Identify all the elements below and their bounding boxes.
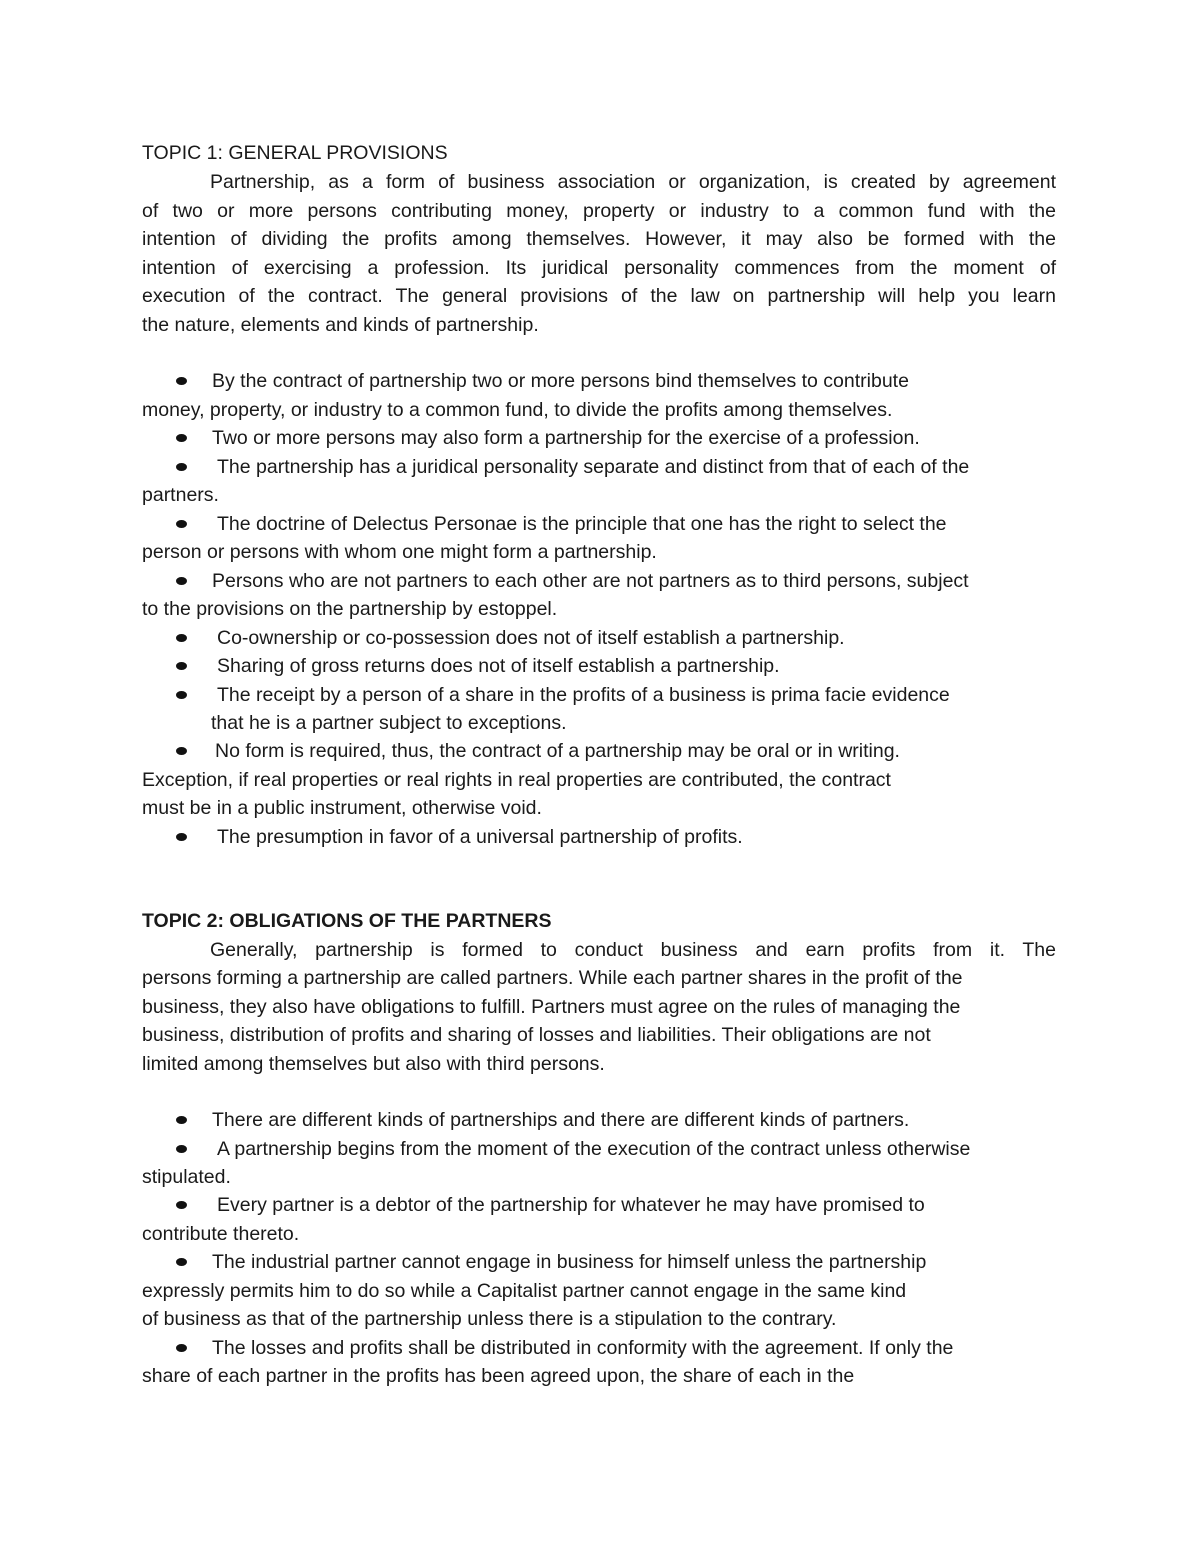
bullet-dot-icon [176,1201,187,1209]
list-item: Every partner is a debtor of the partnership for whatever he may have promised to [217,1194,925,1216]
list-item: The industrial partner cannot engage in business for himself unless the partnership [212,1251,927,1273]
list-item-continuation: must be in a public instrument, otherwise void. [142,797,542,819]
topic-1-intro-line: intention of dividing the profits among themselves. However, it may also be formed with the [142,228,1056,250]
list-item-continuation: money, property, or industry to a common fund, to divide the profits among themselves. [142,399,893,421]
bullet-dot-icon [176,1116,187,1124]
list-item-continuation: expressly permits him to do so while a Capitalist partner cannot engage in the same kind [142,1280,907,1302]
topic-2-intro-line: Generally, partnership is formed to conduct business and earn profits from it. The [210,939,1056,961]
list-item: By the contract of partnership two or more persons bind themselves to contribute [212,370,909,392]
topic-1-intro-line: of two or more persons contributing money, property or industry to a common fund with the [142,200,1056,222]
topic-1-intro-line: execution of the contract. The general provisions of the law on partnership will help you learn [142,285,1056,307]
bullet-dot-icon [176,1145,187,1153]
topic-1-heading: TOPIC 1: GENERAL PROVISIONS [142,142,448,164]
list-item: Two or more persons may also form a partnership for the exercise of a profession. [212,427,920,449]
topic-2-intro-line: persons forming a partnership are called partners. While each partner shares in the profit of the [142,967,963,989]
list-item: The presumption in favor of a universal partnership of profits. [217,826,743,848]
list-item: Co-ownership or co-possession does not of itself establish a partnership. [217,627,845,649]
list-item: The losses and profits shall be distributed in conformity with the agreement. If only the [212,1337,954,1359]
bullet-dot-icon [176,434,187,442]
list-item: Persons who are not partners to each other are not partners as to third persons, subject [212,570,969,592]
topic-2-intro-line: limited among themselves but also with third persons. [142,1053,605,1075]
list-item: A partnership begins from the moment of the execution of the contract unless otherwise [217,1138,971,1160]
bullet-dot-icon [176,634,187,642]
list-item: No form is required, thus, the contract of a partnership may be oral or in writing. [215,740,900,762]
bullet-dot-icon [176,1258,187,1266]
topic-1-intro-line: the nature, elements and kinds of partnership. [142,314,539,336]
bullet-dot-icon [176,747,187,755]
list-item-continuation: person or persons with whom one might form a partnership. [142,541,657,563]
topic-2-intro-line: business, distribution of profits and sharing of losses and liabilities. Their obligations are not [142,1024,931,1046]
bullet-dot-icon [176,1344,187,1352]
bullet-dot-icon [176,520,187,528]
topic-1-intro-line: intention of exercising a profession. Its juridical personality commences from the moment of [142,257,1056,279]
list-item-continuation: of business as that of the partnership unless there is a stipulation to the contrary. [142,1308,837,1330]
list-item-continuation: partners. [142,484,219,506]
bullet-dot-icon [176,833,187,841]
list-item: There are different kinds of partnerships and there are different kinds of partners. [212,1109,910,1131]
list-item-continuation: Exception, if real properties or real rights in real properties are contributed, the contract [142,769,891,791]
bullet-dot-icon [176,662,187,670]
list-item-continuation: that he is a partner subject to exceptions. [211,712,567,734]
list-item: The partnership has a juridical personality separate and distinct from that of each of the [217,456,970,478]
list-item-continuation: to the provisions on the partnership by estoppel. [142,598,558,620]
list-item: The receipt by a person of a share in the profits of a business is prima facie evidence [217,684,950,706]
list-item-continuation: stipulated. [142,1166,231,1188]
bullet-dot-icon [176,577,187,585]
list-item-continuation: share of each partner in the profits has been agreed upon, the share of each in the [142,1365,855,1387]
list-item: Sharing of gross returns does not of itself establish a partnership. [217,655,780,677]
bullet-dot-icon [176,463,187,471]
topic-2-heading: TOPIC 2: OBLIGATIONS OF THE PARTNERS [142,910,552,932]
bullet-dot-icon [176,691,187,699]
list-item-continuation: contribute thereto. [142,1223,300,1245]
bullet-dot-icon [176,377,187,385]
topic-1-intro-line: Partnership, as a form of business association or organization, is created by agreement [210,171,1056,193]
topic-2-intro-line: business, they also have obligations to fulfill. Partners must agree on the rules of managing the [142,996,961,1018]
list-item: The doctrine of Delectus Personae is the principle that one has the right to select the [217,513,947,535]
